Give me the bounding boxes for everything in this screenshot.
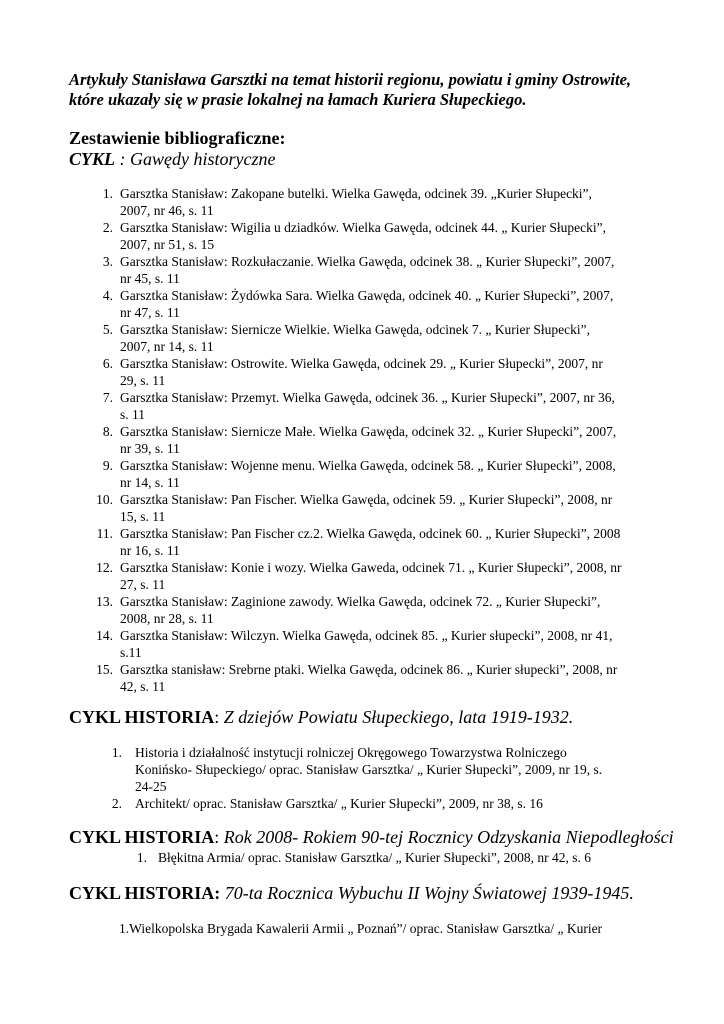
intro-line-2: które ukazały się w prasie lokalnej na łamach Kuriera Słupeckiego. [69,90,527,109]
cycle-label: CYKL HISTORIA [69,707,215,727]
list-item-line: Konińsko- Słupeckiego/ oprac. Stanisław Garsztka/ „ Kurier Słupecki”, 2009, nr 19, s. [135,762,603,777]
list-item [77,627,667,661]
list-item-line: 27, s. 11 [120,577,166,592]
list-item-number: 3. [102,254,113,269]
list-item [77,321,667,355]
list-item-line: Garsztka Stanisław: Siernicze Małe. Wielka Gawęda, odcinek 32. „ Kurier Słupecki”, 2007, [120,424,617,439]
list-item-line: s.11 [120,645,142,660]
list-item-line: Garsztka Stanisław: Wigilia u dziadków. Wielka Gawęda, odcinek 44. „ Kurier Słupecki”, [120,220,607,235]
list-item-number: 11. [96,526,113,541]
cycle-title: Z dziejów Powiatu Słupeckiego, lata 1919-1932. [223,707,574,727]
intro-heading [69,70,669,110]
cycle-title: Rok 2008- Rokiem 90-tej Rocznicy Odzyskania Niepodległości [223,827,674,847]
list-item-line: nr 14, s. 11 [120,475,180,490]
list-item-line: nr 45, s. 11 [120,271,180,286]
list-item-line: Garsztka Stanisław: Siernicze Wielkie. Wielka Gawęda, odcinek 7. „ Kurier Słupecki”, [120,322,591,337]
list-item-line: Garsztka Stanisław: Wojenne menu. Wielka Gawęda, odcinek 58. „ Kurier Słupecki”, 2008, [120,458,616,473]
list-item [77,355,667,389]
list-item-number: 15. [96,662,113,677]
list-item-line: Garsztka Stanisław: Ostrowite. Wielka Gawęda, odcinek 29. „ Kurier Słupecki”, 2007, nr [120,356,603,371]
list-item [77,457,667,491]
list-item [120,849,660,866]
list-item [77,287,667,321]
list-item-line: s. 11 [120,407,146,422]
cycle-title: 70-ta Rocznica Wybuchu II Wojny Światowej 1939-1945. [224,883,634,903]
list-item-number: 2. [102,220,113,235]
list-item-line: 29, s. 11 [120,373,166,388]
list-item-line: 15, s. 11 [120,509,166,524]
list-item-number: 12. [96,560,113,575]
list-item-line: Garsztka Stanisław: Zakopane butelki. Wielka Gawęda, odcinek 39. „Kurier Słupecki”, [120,186,592,201]
list-item-line: Błękitna Armia/ oprac. Stanisław Garsztka/ „ Kurier Słupecki”, 2008, nr 42, s. 6 [158,850,592,865]
list-item [77,423,667,457]
cycle-label: CYKL HISTORIA [69,827,215,847]
list-item-line: Garsztka Stanisław: Przemyt. Wielka Gawęda, odcinek 36. „ Kurier Słupecki”, 2007, nr 36, [120,390,615,405]
cycle-heading-historia-niepodleglosc [69,827,674,848]
list-item-line: Historia i działalność instytucji rolniczej Okręgowego Towarzystwa Rolniczego [135,745,567,760]
list-item-line: Architekt/ oprac. Stanisław Garsztka/ „ Kurier Słupecki”, 2009, nr 38, s. 16 [135,796,543,811]
list-item-line: nr 39, s. 11 [120,441,180,456]
historia-niepodleglosc-list [120,849,660,866]
list-item-number: 2. [111,796,122,811]
gawedy-list [77,185,667,695]
list-item-line: 2007, nr 14, s. 11 [120,339,214,354]
list-item-line: Garsztka Stanisław: Rozkułaczanie. Wielka Gawęda, odcinek 38. „ Kurier Słupecki”, 2007, [120,254,615,269]
list-item-number: 10. [96,492,113,507]
list-item-line: 2008, nr 28, s. 11 [120,611,214,626]
list-item-line: Garsztka Stanisław: Zaginione zawody. Wielka Gawęda, odcinek 72. „ Kurier Słupecki”, [120,594,601,609]
list-item [77,219,667,253]
list-item [77,559,667,593]
cycle-heading-historia-powiat [69,707,573,728]
cycle-heading-gawedy [69,149,275,170]
bibliography-heading: Zestawienie bibliograficzne: [69,128,286,148]
list-item-number: 4. [102,288,113,303]
list-item-number: 9. [102,458,113,473]
list-item-number: 1. [136,850,147,865]
cycle-heading-historia-wojna [69,883,634,904]
list-item [77,525,667,559]
wojna-list-item-1: 1.Wielkopolska Brygada Kawalerii Armii „ Poznań”/ oprac. Stanisław Garsztka/ „ Kurier [119,921,603,936]
list-item-line: 2007, nr 46, s. 11 [120,203,214,218]
list-item-line: Garsztka Stanisław: Żydówka Sara. Wielka Gawęda, odcinek 40. „ Kurier Słupecki”, 2007, [120,288,614,303]
list-item-number: 14. [96,628,113,643]
list-item-number: 7. [102,390,113,405]
list-item [77,661,667,695]
list-item-line: Garsztka Stanisław: Pan Fischer cz.2. Wielka Gawęda, odcinek 60. „ Kurier Słupecki”, 2008 [120,526,621,541]
list-item-number: 5. [102,322,113,337]
list-item-line: Garsztka Stanisław: Wilczyn. Wielka Gawęda, odcinek 85. „ Kurier słupecki”, 2008, nr 41, [120,628,613,643]
list-item-line: 2007, nr 51, s. 15 [120,237,215,252]
list-item-line: 24-25 [135,779,167,794]
list-item-number: 13. [96,594,113,609]
list-item-line: Garsztka stanisław: Srebrne ptaki. Wielka Gawęda, odcinek 86. „ Kurier słupecki”, 2008, nr [120,662,618,677]
list-item-line: Garsztka Stanisław: Konie i wozy. Wielka Gaweda, odcinek 71. „ Kurier Słupecki”, 2008, nr [120,560,622,575]
list-item-number: 1. [111,745,122,760]
list-item [77,491,667,525]
list-item-line: nr 47, s. 11 [120,305,180,320]
list-item-number: 8. [102,424,113,439]
list-item [77,185,667,219]
list-item [77,253,667,287]
cycle-separator: : [214,707,224,727]
list-item-line: Garsztka Stanisław: Pan Fischer. Wielka Gawęda, odcinek 59. „ Kurier Słupecki”, 2008, nr [120,492,613,507]
list-item [77,389,667,423]
intro-line-1: Artykuły Stanisława Garsztki na temat historii regionu, powiatu i gminy Ostrowite, [69,70,632,89]
cycle-label: CYKL [69,149,116,169]
list-item-line: nr 16, s. 11 [120,543,180,558]
list-item [77,795,637,812]
cycle-label: CYKL HISTORIA: [69,883,221,903]
list-item-number: 6. [102,356,113,371]
historia-powiat-list [77,744,637,812]
list-item-number: 1. [102,186,113,201]
cycle-title: : Gawędy historyczne [115,149,276,169]
list-item [77,593,667,627]
list-item-line: 42, s. 11 [120,679,166,694]
cycle-separator: : [214,827,224,847]
list-item [77,744,637,795]
